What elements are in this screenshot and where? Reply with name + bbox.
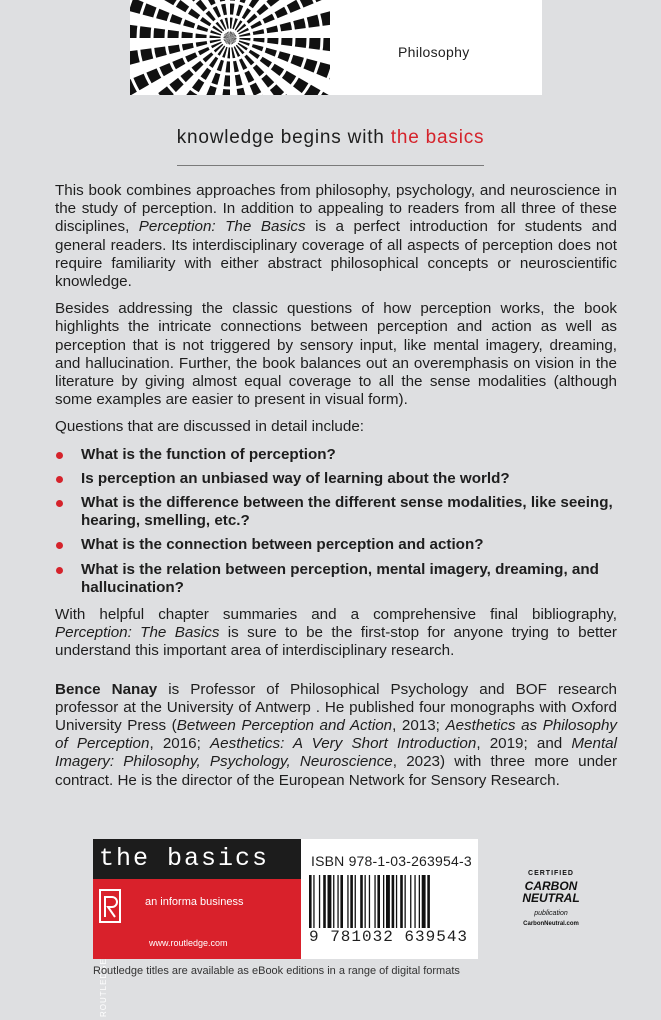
tagline-divider <box>177 165 484 166</box>
bullet-icon <box>56 500 63 507</box>
question-text: What is the difference between the different sense modalities, like seeing, hearing, smelling, etc.? <box>81 494 613 530</box>
barcode-bar <box>350 875 353 933</box>
barcode-bar <box>369 875 370 933</box>
intro-paragraph <box>55 182 617 291</box>
closing-text: With helpful chapter summaries and a comprehensive final bibliography, <box>55 606 617 624</box>
bio-book-title: Aesthetics as Philosophy of Perception <box>55 717 617 753</box>
bullet-icon <box>56 542 63 549</box>
intro-text-end: is a perfect introduction for students and general readers. Its interdisciplinary coverage of all aspects of perception does not require familiarity with either abstract philosophical concepts or neuroscientific knowledge. <box>55 218 617 291</box>
routledge-logo-icon <box>99 889 121 943</box>
bio-text: , 2013; <box>392 717 446 735</box>
bio-text: , 2023) with three more under contract. He is the director of the European Network for Sensory Research. <box>55 753 618 789</box>
question-text: Is perception an unbiased way of learning about the world? <box>81 469 510 487</box>
badge-name-line1: CARBON <box>524 879 578 893</box>
barcode-bar <box>374 875 375 933</box>
cover-image-panel <box>130 0 542 95</box>
logo-wordmark: ROUTLEDGE <box>99 958 108 1017</box>
badge-url: CarbonNeutral.com <box>523 921 579 927</box>
intro-title: Perception: The Basics <box>138 218 306 236</box>
barcode-bar <box>313 875 314 933</box>
bio-text: , 2016; <box>149 735 211 753</box>
barcode-bar <box>422 875 426 933</box>
list-item <box>55 494 617 530</box>
badge-publication: publication <box>534 910 568 917</box>
series-tagline <box>0 127 661 149</box>
questions-list <box>55 446 617 597</box>
question-text: What is the function of perception? <box>81 445 336 463</box>
list-item <box>55 536 617 554</box>
questions-intro: Questions that are discussed in detail include: <box>55 418 364 436</box>
barcode-bar <box>333 875 334 933</box>
barcode-bar <box>360 875 363 933</box>
barcode-bar <box>309 875 312 933</box>
bullet-icon <box>56 567 63 574</box>
badge-name-line2: NEUTRAL <box>522 891 580 905</box>
barcode-bar <box>383 875 384 933</box>
ebook-note: Routledge titles are available as eBook editions in a range of digital formats <box>93 965 460 977</box>
category-label: Philosophy <box>398 44 470 60</box>
barcode-bar <box>419 875 420 933</box>
barcode-bar <box>319 875 320 933</box>
question-text: What is the relation between perception, mental imagery, dreaming, and hallucination? <box>81 560 599 596</box>
author-bio <box>55 681 617 790</box>
bullet-icon <box>56 476 63 483</box>
isbn-panel <box>301 839 478 959</box>
barcode-bar <box>386 875 390 933</box>
barcode-bar <box>337 875 338 933</box>
barcode-bar <box>396 875 397 933</box>
bio-text: is Professor of Philosophical Psychology and BOF research professor at the University of Antwerp . He published four monographs with Oxford University Press ( <box>55 680 617 735</box>
barcode-bar <box>405 875 406 933</box>
bio-text: , 2019; and <box>476 735 572 753</box>
bio-book-title: Aesthetics: A Very Short Introduction <box>210 735 477 753</box>
barcode-bar <box>347 875 348 933</box>
barcode-bar <box>340 875 343 933</box>
scope-paragraph: Besides addressing the classic questions of how perception works, the book highlights the intricate connections between perception and action as well as perception that is not triggered by sensory input, like mental imagery, dreaming, and hallucination. Further, the book balances out an overemphasis on vision in the literature by giving almost equal coverage to all the sense modalities (although some examples are easier to present in visual form). <box>55 300 617 409</box>
question-text: What is the connection between perception and action? <box>81 536 484 554</box>
badge-name <box>516 880 586 904</box>
badge-certified: CERTIFIED <box>528 870 574 877</box>
list-item <box>55 470 617 488</box>
barcode-bar <box>377 875 380 933</box>
barcode-bar <box>400 875 403 933</box>
intro-text: This book combines approaches from philosophy, psychology, and neuroscience in the study of perception. In addition to appealing to readers from all three of these disciplines, <box>55 182 617 236</box>
barcode-bar <box>392 875 395 933</box>
isbn-number: ISBN 978-1-03-263954-3 <box>311 853 472 869</box>
barcode-bar <box>328 875 332 933</box>
tagline-lead: knowledge begins with <box>176 127 385 148</box>
carbon-neutral-badge <box>516 870 586 960</box>
barcode-image <box>307 875 473 935</box>
spiral-illusion-image <box>130 0 330 95</box>
closing-paragraph <box>55 606 617 661</box>
blurb <box>55 182 617 799</box>
barcode-bar <box>427 875 430 933</box>
barcode-bar <box>355 875 356 933</box>
barcode-bar <box>414 875 415 933</box>
list-item <box>55 561 617 597</box>
barcode-bar <box>410 875 411 933</box>
bullet-icon <box>56 452 63 459</box>
barcode-digits: 9 781032 639543 <box>309 928 475 946</box>
closing-text-end: is sure to be the first-stop for anyone trying to better understand this important area of interdisciplinary research. <box>55 624 617 660</box>
tagline-accent: the basics <box>390 127 485 148</box>
barcode-bar <box>323 875 326 933</box>
closing-title: Perception: The Basics <box>55 624 220 642</box>
bio-book-title: Mental Imagery: Philosophy, Psychology, Neuroscience <box>55 735 617 771</box>
bio-book-title: Between Perception and Action <box>176 717 393 735</box>
list-item <box>55 446 617 464</box>
series-band: the basics <box>93 839 301 879</box>
author-name: Bence Nanay <box>55 680 158 698</box>
informa-text: an informa business <box>145 896 244 908</box>
barcode-bar <box>365 875 366 933</box>
publisher-url: www.routledge.com <box>149 938 228 948</box>
